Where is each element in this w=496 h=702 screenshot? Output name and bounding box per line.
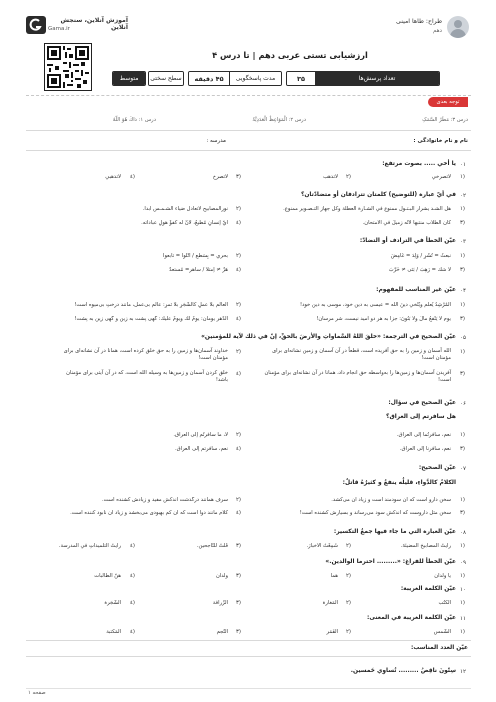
option-3[interactable]: الزُّرافة — [212, 600, 228, 606]
option-number: ٢) — [346, 174, 352, 180]
option-number: ١) — [460, 174, 466, 180]
question-text: عيّن العبارة التي ما جاء فيها جمعُ التكسير: — [333, 529, 456, 535]
option-number: ٤) — [236, 446, 242, 452]
lesson-1: درس ۱: ذاكَ هُوَ اللّهُ — [112, 117, 156, 123]
option-4[interactable]: المَكتبة — [106, 629, 121, 635]
option-1[interactable]: يا ولدان — [434, 573, 451, 579]
option-2[interactable]: القَمَر — [326, 629, 338, 635]
footer-divider — [26, 688, 471, 689]
question-text: عيّن الصحيح في سؤال: — [388, 400, 456, 406]
option-number: ١) — [460, 573, 466, 579]
question-number: ۱۲ — [460, 669, 467, 675]
qr-code-icon — [44, 43, 92, 91]
grade-label: دهم — [432, 28, 442, 34]
question-number: ۰۵ — [460, 335, 467, 341]
option-4[interactable]: الشَّجَرة — [104, 600, 121, 606]
option-1[interactable]: المُرْشِدُ يُعلّم ويُنْخي دينَ الله = عيسى به دين خود، موسى به دين خود! — [299, 302, 451, 308]
option-1[interactable]: نعم، سافرتُما إلى العراق. — [396, 432, 451, 438]
option-number: ٢) — [346, 573, 352, 579]
question-number: ۰۳ — [460, 239, 467, 245]
site-name: آموزش آنلاین، سنجش آنلاین — [60, 17, 128, 31]
page-title: ارزشیابی تستی عربی دهم | تا درس ۴ — [212, 50, 368, 60]
header-divider — [26, 95, 471, 96]
option-number: ٢) — [346, 600, 352, 606]
question-subtext: هل سافرتم إلى العراق؟ — [386, 414, 456, 420]
questions-count-label: تعداد پرسش‌ها — [315, 72, 439, 85]
question-subtext: الكلامُ كالدَّواءِ، قليلُه ينفعُ و كثيرُهُ قاتلٌ: — [342, 480, 456, 486]
section-title: عيّن العدد المناسب: — [411, 645, 468, 651]
lesson-3: درس ۳: مَطَرُ السَّمَکِ — [422, 117, 468, 123]
question-number: ۰۸ — [460, 530, 467, 536]
option-number: ٤) — [236, 267, 242, 273]
option-3[interactable]: كان الطلاب منتبهاً لأنّه زميلٌ في الامتحان. — [362, 220, 451, 226]
option-2[interactable]: هما — [330, 573, 338, 579]
page-number: صفحه ۱ — [28, 690, 46, 696]
option-number: ٢) — [236, 349, 242, 355]
option-number: ١) — [460, 543, 466, 549]
option-number: ٤) — [130, 543, 136, 549]
question-number: ۱۱ — [460, 616, 467, 622]
lesson-2: درس ۲: الْمَوَاعِظُ الْعَدَدِيَّةُ — [252, 117, 306, 123]
option-number: ٤) — [130, 629, 136, 635]
option-number: ٤) — [130, 573, 136, 579]
question-number: ۰۴ — [460, 288, 467, 294]
question-text: عيّن الخطأ في الترادف أو التضادّ: — [359, 238, 456, 244]
option-number: ٣) — [236, 600, 242, 606]
note-tag: توجه بعدی — [428, 97, 468, 107]
option-number: ٣) — [236, 174, 242, 180]
option-3[interactable]: نعم، سافرنا إلى العراق. — [399, 446, 451, 452]
option-4[interactable]: هنّ الطالبات — [94, 573, 121, 579]
difficulty-value: متوسط — [113, 72, 145, 85]
divider — [26, 150, 471, 151]
option-3[interactable]: لا شكَّ = رَهِبَ / بَنَى ≠ خَرَّبَ — [388, 267, 451, 273]
option-2[interactable]: بحري = بِسَطع / أَتْلَوا = تابعوا — [163, 253, 228, 259]
option-4[interactable]: رأيتُ التلميذاتِ في المدرسة. — [58, 543, 121, 549]
option-number: ١) — [460, 600, 466, 606]
question-text: عيّن الكلمة الغريبة: — [400, 586, 456, 592]
option-number: ١) — [460, 349, 466, 355]
question-text: عيّن الخطأ للفراغ: «......... احترما الوالدين.» — [325, 559, 456, 565]
designer-name: طراح: طاها امینی — [396, 18, 442, 25]
option-2[interactable]: سرف همانند درگذشت اندکش مفید و زیادش کشنده است. — [102, 497, 228, 503]
option-4[interactable]: هَزَّ ≠ اِمتلأ / ساهر= مُستعدّ — [169, 267, 228, 273]
avatar — [447, 16, 469, 38]
duration-value: ۴۵ دقیقه — [189, 72, 229, 85]
option-number: ٢) — [346, 543, 352, 549]
site-url[interactable]: Gama.ir — [48, 26, 70, 32]
option-2[interactable]: نورالمصابيح لاتعادل ضياء الشـمـس أبداً. — [142, 206, 228, 212]
option-number: ١) — [460, 629, 466, 635]
question-text: یا أخي ..... بصوت مرتفع: — [382, 161, 456, 167]
option-number: ٣) — [460, 510, 466, 516]
question-number: ۰۷ — [460, 466, 467, 472]
option-3[interactable]: يوم لا يَنْفعُ مالٌ ولا بَنُونَ: جزا به هر دو امید نیست، شر مرسان! — [316, 316, 451, 322]
option-number: ٤) — [236, 316, 242, 322]
question-number: ۰۱ — [460, 162, 467, 168]
question-number: ۱۰ — [460, 587, 467, 593]
option-1[interactable]: الكُتُب — [438, 600, 451, 606]
questions-count-value: ۳۵ — [287, 72, 315, 85]
option-number: ٣) — [460, 371, 466, 377]
option-1[interactable]: الله آسمان و زمین را به حق آفریده است، قطعاً در آن آسمان و زمین نشانه‌ای برای مؤمنان است! — [272, 348, 451, 361]
question-text: عيّن غير المناسب للمفهوم: — [376, 287, 456, 293]
option-3[interactable]: قُلْتُ للنّاجحين. — [196, 543, 228, 549]
option-number: ٢) — [236, 206, 242, 212]
option-number: ٣) — [460, 446, 466, 452]
option-number: ٢) — [236, 302, 242, 308]
option-4[interactable]: خلق کردن آسمان و زمین‌ها به وسیله الله است، که در آن آیتی برای مؤمنان باشد! — [66, 370, 228, 383]
option-number: ٣) — [460, 220, 466, 226]
option-3[interactable]: لاتصرخ — [212, 174, 228, 180]
avatar-body-icon — [450, 29, 466, 38]
question-number: ۰۶ — [460, 401, 467, 407]
question-text: سِتّونَ ناقِصُ ......... تُساوِي خَمسين. — [350, 668, 456, 674]
question-number: ۰۹ — [460, 560, 467, 566]
option-2[interactable]: لا، ما سافرتُم إلى العراق. — [173, 432, 228, 438]
divider — [26, 656, 471, 657]
option-3[interactable]: ولدان — [215, 573, 228, 579]
option-3[interactable]: سخن مثل داروست که اندکش سود می‌رساند و بسیارش کشنده است! — [299, 510, 451, 516]
divider — [26, 130, 471, 131]
option-4[interactable]: لاتذهبي — [105, 174, 121, 180]
option-number: ٤) — [236, 510, 242, 516]
divider — [26, 640, 471, 641]
option-number: ١) — [460, 497, 466, 503]
avatar-head-icon — [454, 20, 462, 28]
option-number: ١) — [460, 432, 466, 438]
school-field-label: مدرسه : — [206, 138, 226, 144]
option-4[interactable]: أيّ إنسانٍ مُطيعٌ، لأنّ لَه كُفؤٌ هولِ عباداته. — [141, 220, 228, 226]
difficulty-value-box — [112, 71, 146, 86]
question-number: ۰۲ — [460, 193, 467, 199]
option-1[interactable]: نبعثُ = تُشْرِ / وَلِدَ = غَامِضَ — [390, 253, 451, 259]
question-text: في أيّ عبارة (للتوضيح) كلمتان تترادفان أو متضادّتان؟ — [300, 192, 456, 198]
option-number: ١) — [460, 206, 466, 212]
option-2[interactable]: لاتذهب — [323, 174, 338, 180]
duration-box — [188, 71, 282, 86]
option-number: ٣) — [236, 543, 242, 549]
option-number: ٤) — [130, 600, 136, 606]
option-1[interactable]: رأيتُ المصابيحَ المضيئةَ. — [400, 543, 451, 549]
option-number: ٢) — [236, 497, 242, 503]
option-1[interactable]: سخن دارو است که آن سودمند است و زیاد آن می‌کشد. — [331, 497, 451, 503]
duration-label: مدت پاسخگویی — [229, 72, 281, 85]
site-logo-icon — [26, 16, 46, 34]
option-number: ٢) — [346, 629, 352, 635]
option-number: ٤) — [236, 371, 242, 377]
option-2[interactable]: المَغارة — [322, 600, 338, 606]
option-3[interactable]: آفریدن آسمان‌ها و زمین‌ها را به‌واسطه حق انجام داد، همانا در آن نشانه‌ای برای مؤمنان است! — [264, 370, 451, 383]
option-1[interactable]: الشَّمس — [433, 629, 451, 635]
option-number: ١) — [460, 302, 466, 308]
option-2[interactable]: خداوند آسمان‌ها و زمین را به حق خلق کرده است، همانا در آن نشانه‌ای برای مؤمنان است! — [63, 348, 228, 361]
option-number: ١) — [460, 253, 466, 259]
option-number: ٤) — [236, 220, 242, 226]
option-4[interactable]: الدّهر يومان: يومٌ لك ويومٌ عليك: گهی پشت به زین و گهی زین به پشت! — [74, 316, 228, 322]
questions-count-box — [286, 71, 440, 86]
option-1[interactable]: لاتصرخي — [431, 174, 451, 180]
option-3[interactable]: النَّجم — [216, 629, 228, 635]
question-text: عيّن الكلمة الغريبة في المعنى: — [367, 615, 456, 621]
option-number: ٢) — [236, 432, 242, 438]
option-number: ٣) — [460, 267, 466, 273]
option-number: ٤) — [130, 174, 136, 180]
difficulty-label: سطح سختی — [149, 72, 183, 85]
option-number: ٢) — [236, 253, 242, 259]
question-text: عيّن الصحيح في الترجمة: «خلقَ اللهُ السَّماواتِ والأرضَ بالحقِّ، إنّ في ذلك لآية للمؤمنين» — [201, 334, 456, 340]
option-1[interactable]: هل الشـد يشرار البـتـول ممنوع في الشـارة العطلة وكل جهاز التـصـوير ممنوع. — [283, 206, 451, 212]
option-number: ٣) — [236, 573, 242, 579]
option-2[interactable]: شَمِعْتُ الأخبارَ. — [306, 543, 338, 549]
option-4[interactable]: نعم، سافرتم إلى العراق. — [174, 446, 228, 452]
option-2[interactable]: العالم بلا عملٍ كالشَّجَرِ بلا ثمرٍ: عالم بی‌عمل، مانند درختِ بی‌میوه است! — [74, 302, 228, 308]
name-field-label: نام و نام خانوادگی : — [413, 138, 468, 144]
option-4[interactable]: کلام مانند دوا است که آن کم بهبودی می‌بخشد و زیاد آن نابود کننده است. — [70, 510, 228, 516]
question-text: عيّن الصحيح: — [418, 465, 456, 471]
difficulty-label-box — [148, 71, 184, 86]
option-number: ٣) — [460, 316, 466, 322]
option-number: ٣) — [236, 629, 242, 635]
